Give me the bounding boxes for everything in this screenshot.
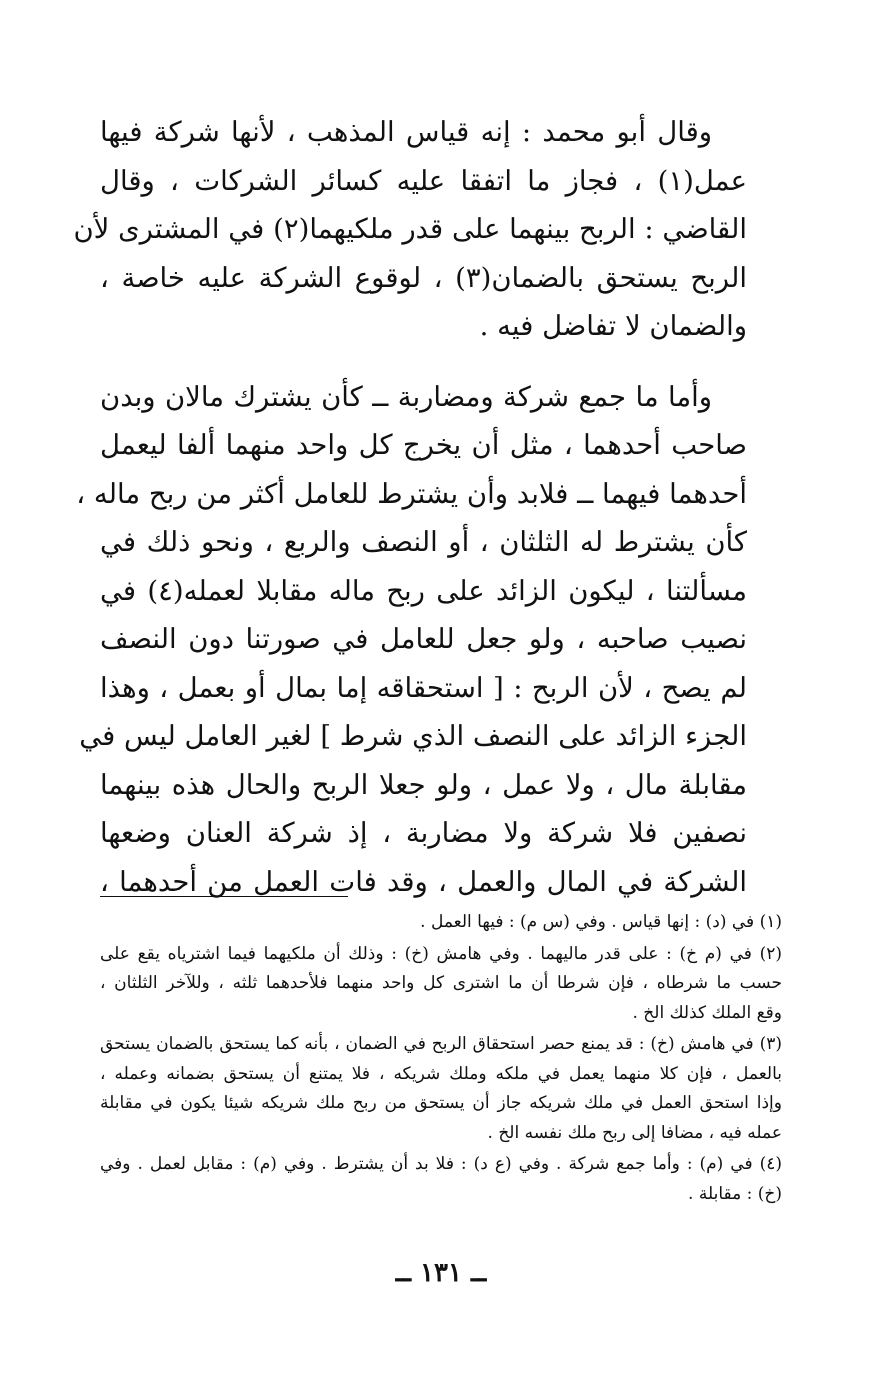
text-line: نصيب صاحبه ، ولو جعل للعامل في صورتنا دون النصف <box>100 623 747 655</box>
text-line: صاحب أحدهما ، مثل أن يخرج كل واحد منهما ألفا ليعمل <box>100 429 747 461</box>
footnote-line: (٣) في هامش (خ) : قد يمنع حصر استحقاق الربح في الضمان ، بأنه كما يستحق بالضمان يستحق <box>100 1034 782 1054</box>
paragraph-1 <box>73 108 782 351</box>
footnote-2 <box>100 940 782 1029</box>
text-line: والضمان لا تفاضل فيه . <box>479 310 747 342</box>
text-line: نصفين فلا شركة ولا مضاربة ، إذ شركة العنان وضعها <box>100 817 747 849</box>
text-line: عمل(١) ، فجاز ما اتفقا عليه كسائر الشركات ، وقال <box>100 164 747 197</box>
text-line: الشركة في المال والعمل ، وقد فات العمل من أحدهما ، <box>100 865 747 898</box>
footnote-divider <box>100 896 348 897</box>
page-number: ــ ١٣١ ــ <box>395 1258 487 1288</box>
text-line: الربح يستحق بالضمان(٣) ، لوقوع الشركة عليه خاصة ، <box>100 261 747 294</box>
text-line: مسألتنا ، ليكون الزائد على ربح ماله مقابلا لعمله(٤) في <box>100 574 747 607</box>
text-line: الجزء الزائد على النصف الذي شرط ] لغير العامل ليس في <box>79 720 747 752</box>
main-text <box>73 108 782 906</box>
text-line: مقابلة مال ، ولا عمل ، ولو جعلا الربح والحال هذه بينهما <box>100 768 747 801</box>
footnote-3 <box>100 1030 782 1148</box>
footnote-line: (٤) في (م) : وأما جمع شركة . وفي (ع د) : فلا بد أن يشترط . وفي (م) : مقابل لعمل . وفي <box>100 1154 782 1174</box>
footnote-4 <box>100 1150 782 1209</box>
text-line: القاضي : الربح بينهما على قدر ملكيهما(٢) في المشترى لأن <box>73 213 747 245</box>
paragraph-2 <box>76 373 782 907</box>
text-line: وأما ما جمع شركة ومضاربة ــ كأن يشترك مالان وبدن <box>100 380 712 413</box>
footnote-line: (خ) : مقابلة . <box>688 1183 782 1204</box>
footnote-line: بالعمل ، فإن كلا منهما يعمل في ملكه وملك شريكه ، فلا يمتنع أن يستحق بضمانه وعمله ، <box>100 1063 782 1084</box>
book-page <box>73 108 782 1368</box>
text-line: كأن يشترط له الثلثان ، أو النصف والربع ، ونحو ذلك في <box>100 526 747 558</box>
footnote-line: حسب ما شرطاه ، فإن شرطا أن ما اشترى كل واحد منهما فلأحدهما ثلثه ، وللآخر الثلثان ، <box>100 973 782 993</box>
footnote-line: (١) في (د) : إنها قياس . وفي (س م) : فيها العمل . <box>420 912 782 932</box>
footnote-line: وقع الملك كذلك الخ . <box>632 1002 782 1023</box>
footnote-line: وإذا استحق العمل في ملك شريكه جاز أن يستحق من ربح ملك شريكه شيئا يكون في مقابلة <box>100 1093 782 1113</box>
footnote-1 <box>100 908 782 938</box>
footnote-line: عمله فيه ، مضافا إلى ربح ملك نفسه الخ . <box>487 1122 782 1143</box>
text-line: أحدهما فيهما ــ فلابد وأن يشترط للعامل أكثر من ربح ماله ، <box>76 477 747 510</box>
text-line: لم يصح ، لأن الربح : [ استحقاقه إما بمال أو بعمل ، وهذا <box>100 671 747 704</box>
text-line: وقال أبو محمد : إنه قياس المذهب ، لأنها شركة فيها <box>100 116 712 148</box>
footnote-line: (٢) في (م خ) : على قدر ماليهما . وفي هامش (خ) : وذلك أن ملكيهما فيما اشترياه يقع على <box>100 943 782 964</box>
footnotes <box>100 908 782 1211</box>
